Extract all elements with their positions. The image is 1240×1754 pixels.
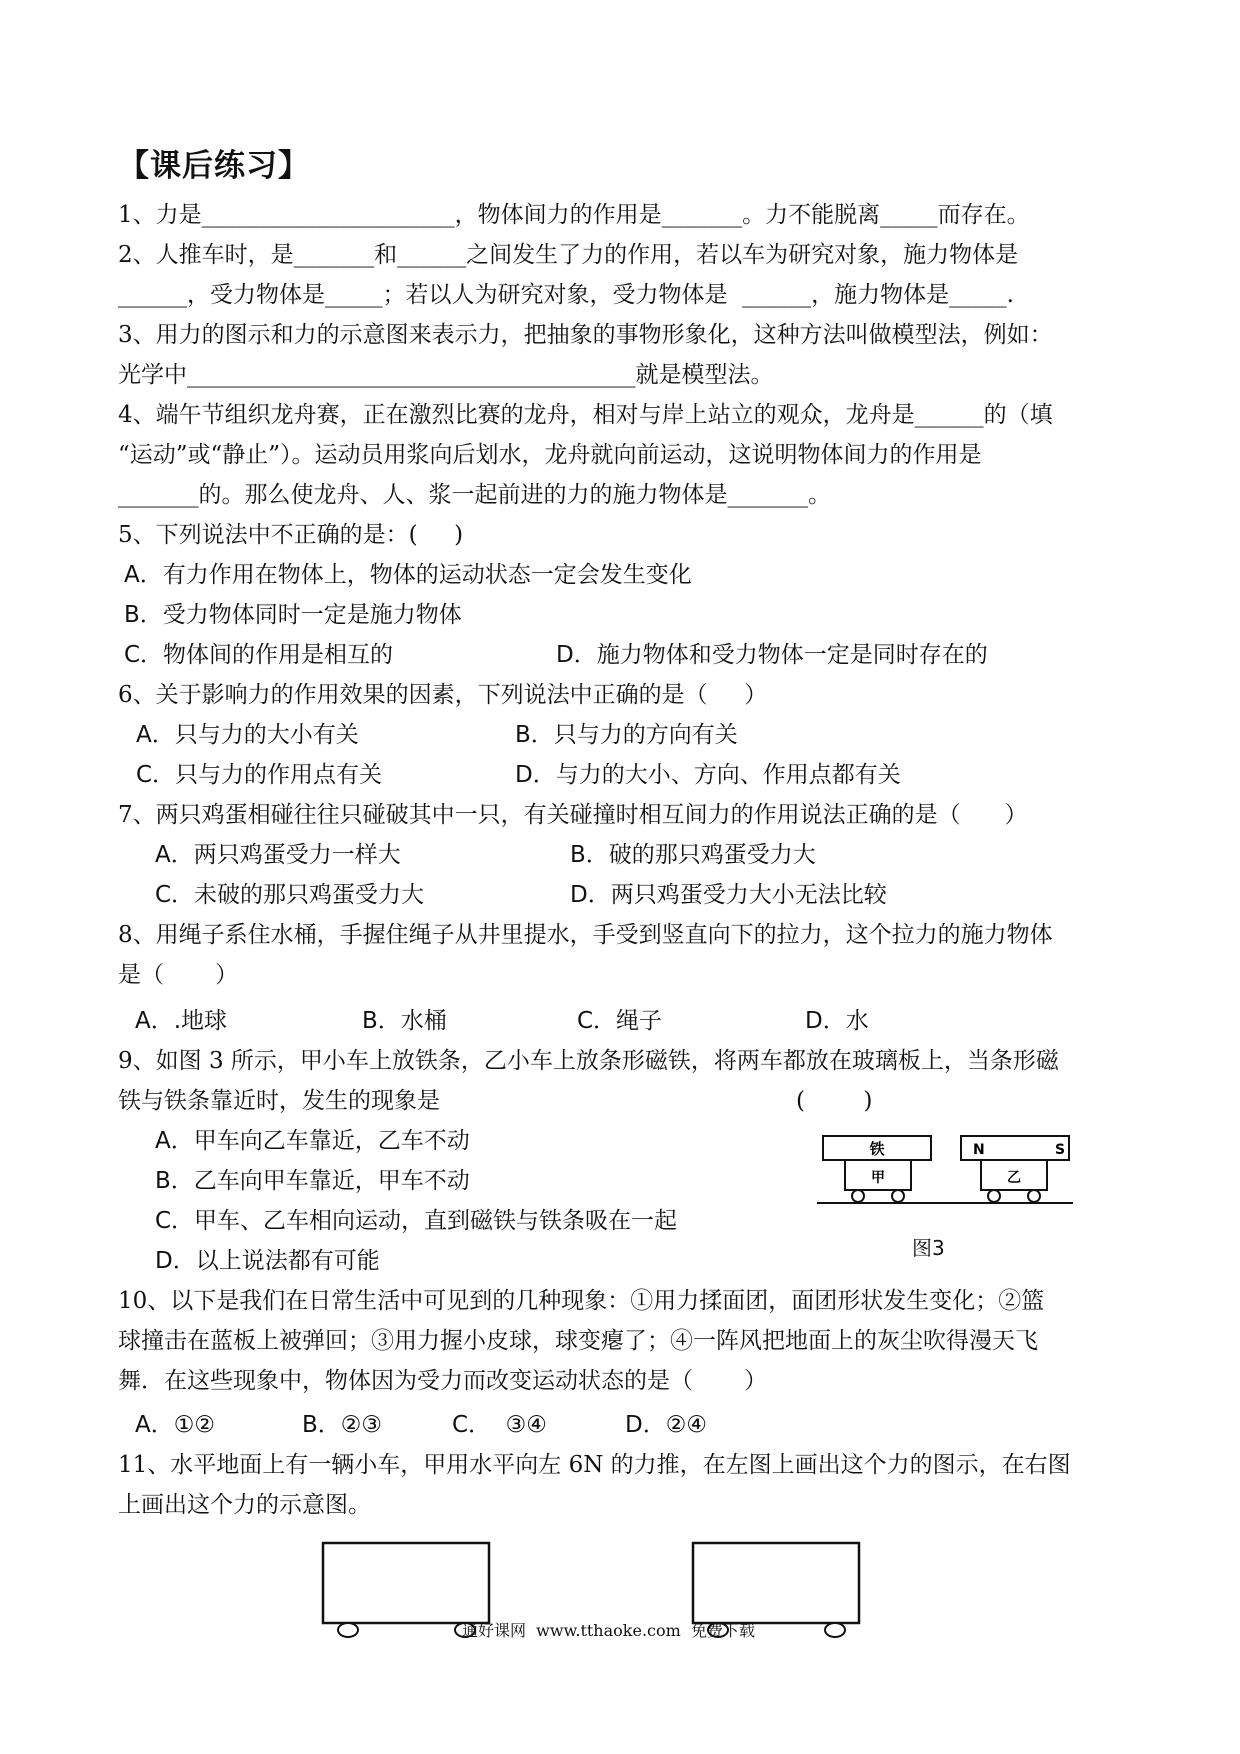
cart-b-wheel-right (1028, 1190, 1040, 1202)
cart-b-label: 乙 (1007, 1170, 1021, 1186)
cart-a-wheel-right (892, 1190, 904, 1202)
question-6-option-b: B．只与力的方向有关 (515, 722, 738, 748)
cart-a-label: 甲 (871, 1170, 885, 1186)
right-cart-wheel-right (825, 1623, 845, 1637)
question-9-line-1: 9、如图 3 所示，甲小车上放铁条，乙小车上放条形磁铁，将两车都放在玻璃板上，当条形磁 (118, 1048, 1059, 1074)
question-1: 1、力是______________________，物体间力的作用是_______。力不能脱离_____而存在。 (118, 202, 1030, 228)
question-2-line-2: ______，受力物体是_____；若以人为研究对象，受力物体是 ______，施力物体是_____. (118, 282, 1014, 308)
cart-b-wheel-left (988, 1190, 1000, 1202)
question-4-line-1: 4、端午节组织龙舟赛，正在激烈比赛的龙舟，相对与岸上站立的观众，龙舟是______的（填 (118, 402, 1053, 428)
page-heading: 【课后练习】 (118, 148, 310, 184)
question-8-option-b: B．水桶 (362, 1008, 447, 1034)
question-10-option-c: C． ③④ (452, 1412, 547, 1438)
question-7-option-a: A．两只鸡蛋受力一样大 (155, 842, 401, 868)
left-cart-wheel-left (338, 1623, 358, 1637)
magnet-south-label: S (1055, 1142, 1066, 1158)
question-8-option-c: C．绳子 (577, 1008, 663, 1034)
question-5-option-d: D．施力物体和受力物体一定是同时存在的 (556, 642, 988, 668)
question-6-option-a: A．只与力的大小有关 (136, 722, 359, 748)
question-3-line-2: 光学中_______________________________________就是模型法。 (118, 362, 774, 388)
question-5-stem: 5、下列说法中不正确的是：( ) (118, 522, 464, 548)
right-cart-body (693, 1543, 859, 1623)
question-11-line-1: 11、水平地面上有一辆小车，甲用水平向左 6N 的力推，在左图上画出这个力的图示，在右图 (118, 1452, 1071, 1478)
question-9-answer-paren: ( ) (796, 1088, 873, 1114)
question-10-line-3: 舞．在这些现象中，物体因为受力而改变运动状态的是（ ） (118, 1368, 768, 1394)
question-8-option-a: A．.地球 (135, 1008, 228, 1034)
question-8-line-1: 8、用绳子系住水桶，手握住绳子从井里提水，手受到竖直向下的拉力，这个拉力的施力物体 (118, 922, 1053, 948)
page-footer-watermark: 通好课网 www.tthaoke.com 免费下载 (462, 1621, 755, 1640)
figure-3-caption: 图3 (912, 1236, 945, 1260)
question-3-line-1: 3、用力的图示和力的示意图来表示力，把抽象的事物形象化，这种方法叫做模型法，例如： (118, 322, 1053, 348)
question-8-option-d: D．水 (805, 1008, 869, 1034)
question-4-line-2: “运动”或“静止”）。运动员用浆向后划水，龙舟就向前运动，这说明物体间力的作用是 (118, 442, 982, 468)
question-9-option-d: D．以上说法都有可能 (155, 1248, 380, 1274)
question-7-option-b: B．破的那只鸡蛋受力大 (570, 842, 816, 868)
question-9-option-a: A．甲车向乙车靠近，乙车不动 (155, 1128, 470, 1154)
question-10-option-d: D．②④ (625, 1412, 707, 1438)
question-7-stem: 7、两只鸡蛋相碰往往只碰破其中一只，有关碰撞时相互间力的作用说法正确的是（ ） (118, 802, 1028, 828)
question-10-option-b: B．②③ (302, 1412, 383, 1438)
question-11-line-2: 上画出这个力的示意图。 (118, 1492, 371, 1518)
left-cart-body (323, 1543, 489, 1623)
question-10-option-a: A．①② (135, 1412, 215, 1438)
question-5-option-a: A．有力作用在物体上，物体的运动状态一定会发生变化 (124, 562, 692, 588)
question-6-stem: 6、关于影响力的作用效果的因素，下列说法中正确的是（ ） (118, 682, 768, 708)
question-8-line-2: 是（ ） (118, 962, 239, 988)
iron-bar-label: 铁 (869, 1140, 885, 1158)
question-7-option-c: C．未破的那只鸡蛋受力大 (155, 882, 425, 908)
question-10-line-1: 10、以下是我们在日常生活中可见到的几种现象：①用力揉面团，面团形状发生变化；②篮 (118, 1288, 1045, 1314)
question-9-line-2: 铁与铁条靠近时，发生的现象是 (118, 1088, 440, 1114)
question-9-option-b: B．乙车向甲车靠近，甲车不动 (155, 1168, 470, 1194)
question-5-option-c: C．物体间的作用是相互的 (124, 642, 394, 668)
question-10-line-2: 球撞击在蓝板上被弹回；③用力握小皮球，球变瘪了；④一阵风把地面上的灰尘吹得漫天飞 (118, 1328, 1038, 1354)
figure-3-carts (815, 1128, 1075, 1228)
question-7-option-d: D．两只鸡蛋受力大小无法比较 (570, 882, 887, 908)
question-5-option-b: B．受力物体同时一定是施力物体 (124, 602, 462, 628)
question-9-option-c: C．甲车、乙车相向运动，直到磁铁与铁条吸在一起 (155, 1208, 678, 1234)
question-4-line-3: _______的。那么使龙舟、人、浆一起前进的力的施力物体是_______。 (118, 482, 831, 508)
question-2-line-1: 2、人推车时，是_______和______之间发生了力的作用，若以车为研究对象，施力物体是 (118, 242, 1019, 268)
question-6-option-d: D．与力的大小、方向、作用点都有关 (515, 762, 901, 788)
question-6-option-c: C．只与力的作用点有关 (136, 762, 383, 788)
magnet-north-label: N (973, 1142, 985, 1158)
cart-a-wheel-left (852, 1190, 864, 1202)
